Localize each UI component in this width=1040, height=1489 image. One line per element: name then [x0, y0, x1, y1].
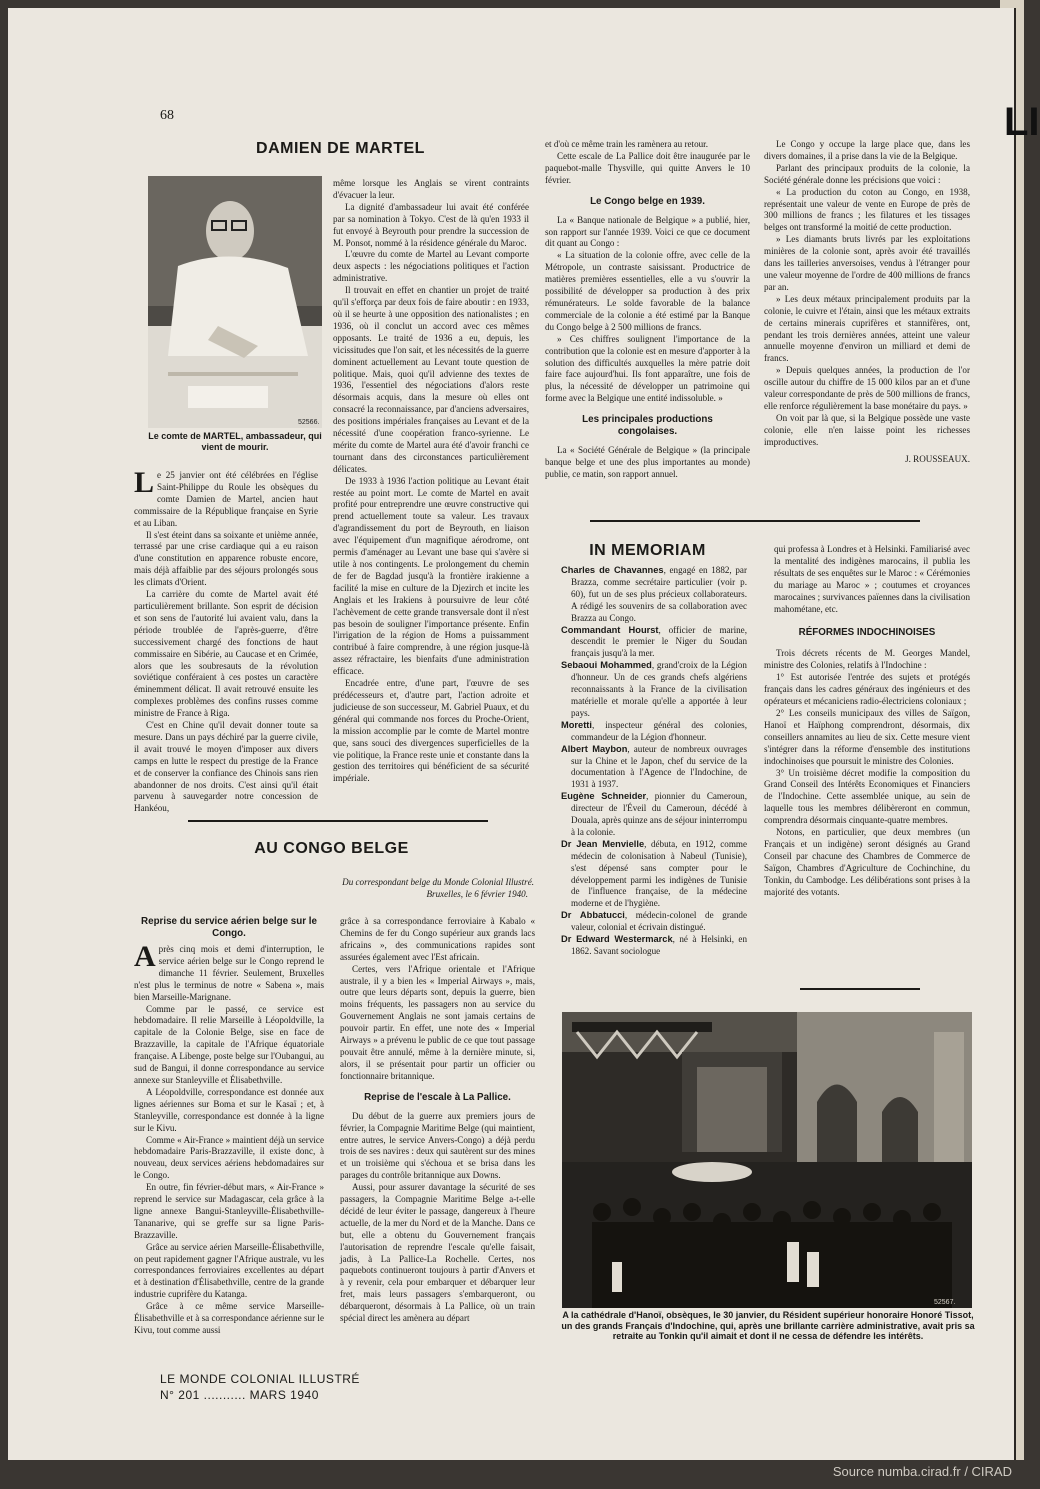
paragraph: Certes, vers l'Afrique orientale et l'Afrique australe, il y a bien les « Imperial Airways », mais, outre que leurs départs sont, depuis la guerre, bien moins fréquents, les passagers non au service du Gouvernement Anglais ne sont jamais certains de pouvoir partir. En effet, une note des « Imperial Airways » a prévenu le public de ce que tout passage pouvait être annulé, même à la dernière minute, si, alors, il se présentait pour partir un officier ou fonctionnaire britannique. [340, 963, 535, 1081]
paragraph: Il s'est éteint dans sa soixante et unième année, terrassé par une crise cardiaque qui a eu raison d'une constitution en apparence robuste encore, mais déjà affaiblie par des séjours prolongés sous les climats d'Orient. [134, 529, 318, 588]
memoriam-entry: Dr Abbatucci, médecin-colonel de grande valeur, colonial et écrivain distingué. [561, 910, 748, 933]
paragraph: « La production du coton au Congo, en 1938, représentait une valeur de vente en Europe de près de 300 millions de francs ; les filatures et les tissages belges ont transformé la moitié de cette production. [764, 186, 970, 233]
section-divider [188, 820, 488, 822]
congo-production-column [764, 139, 970, 465]
subhead-reprise-service: Reprise du service aérien belge sur le Congo. [141, 916, 317, 939]
page-number: 68 [160, 108, 174, 123]
congo-title: AU CONGO BELGE [254, 840, 409, 857]
paragraph: 3° Un troisième décret modifie la composition du Grand Conseil des Intérêts Economiques et Financiers de l'Indochine. Cette assemblée unique, au sein de laquelle tous les membres délibèreront en commun, comprendra désormais cinquante-quatre membres. [764, 767, 970, 826]
congo-column-1 [134, 940, 324, 1337]
section-divider [800, 988, 920, 990]
paragraph: Le Congo y occupe la large place que, dans les divers domaines, il a prise dans la vie de la Belgique. [764, 139, 970, 161]
paragraph: qui professa à Londres et à Helsinki. Familiarisé avec la mentalité des indigènes marocains, il publia les résultats de ses enquêtes sur le Maroc : « Cérémonies du mariage au Maroc » ; coutumes et croyances marocaines ; survivances païennes dans la civilisation mahométane, etc. [774, 544, 970, 614]
paragraph: C'est en Chine qu'il devait donner toute sa mesure. Dans un pays déchiré par la guerre civile, il avait trouvé le moyen d'imposer aux divers camps en lutte le respect du prestige de la France et de conserver la confiance des Chinois sans rien abandonner de nos droits. C'est ainsi qu'il était parvenu à sauvegarder notre concession de Hankéou, [134, 720, 318, 814]
memoriam-title: IN MEMORIAM [589, 542, 706, 559]
paragraph: Parlant des principaux produits de la colonie, la Société générale donne les précisions que voici : [764, 162, 970, 185]
paragraph: La dignité d'ambassadeur lui avait été conférée par sa nomination à Tokyo. C'est de là qu'en 1933 il fut envoyé à Beyrouth pour prendre la succession de M. Ponsot, nommé à la résidence générale du Maroc. [333, 201, 529, 248]
paragraph: grâce à sa correspondance ferroviaire à Kabalo « Chemins de fer du Congo supérieur aux grands lacs africains », des communications rapides sont assurées également avec l'Est africain. [340, 916, 535, 962]
drop-cap: L [134, 466, 155, 499]
subhead-pallice: Reprise de l'escale à La Pallice. [364, 1091, 511, 1103]
paragraph: Grâce à ce même service Marseille-Élisabethville et à sa correspondance aérienne sur le Kivu, tout comme aussi [134, 1301, 324, 1335]
footer-issue: N° 201 ........... MARS 1940 [160, 1388, 319, 1402]
paragraph: Trois décrets récents de M. Georges Mandel, ministre des Colonies, relatifs à l'Indochine : [764, 648, 970, 671]
martel-photo-caption: Le comte de MARTEL, ambassadeur, qui vient de mourir. [148, 431, 322, 452]
congo-column-2 [340, 916, 535, 1325]
reformes-title: RÉFORMES INDOCHINOISES [798, 627, 936, 639]
paragraph: Grâce au service aérien Marseille-Élisabethville, on peut rapidement gagner l'Afrique australe, vu les correspondances ferroviaires excellentes au départ et à destination d'Élisabethville, centre de la grande industrie cuprifère du Katanga. [134, 1241, 324, 1300]
paragraph: La carrière du comte de Martel avait été particulièrement brillante. Son esprit de décision et son sens de l'autorité lui avaient valu, dans la période troublée de l'après-guerre, d'être successivement chargé des fonctions de haut commissaire en Sibérie, au Caucase et en Crimée, alors que les soubresauts de la révolution soviétique conféraient à ces postes un caractère éminemment délicat. Il avait retrouvé ensuite les complexes problèmes des confins russes comme ministre de France à Riga. [134, 589, 318, 719]
subhead-productions: Les principales productions congolaises. [582, 414, 713, 438]
paragraph: A Léopoldville, correspondance est donnée aux lignes aériennes sur Boma et sur le Kasaï ; et, à Stanleyville, correspondance est donnée à la ligne sur le Kivu. [134, 1086, 324, 1133]
drop-cap: A [134, 940, 156, 973]
memoriam-entry: Charles de Chavannes, engagé en 1882, par Brazza, comme secrétaire particulier (voir p. 60), fut un de ses plus précieux collaborateurs. A rédigé les souvenirs de sa collaboration avec Brazza au Congo. [561, 565, 747, 623]
paragraph: » Les deux métaux principalement produits par la colonie, le cuivre et l'étain, ainsi que les métaux extraits de certains minerais cuprifères et stannifères, ont, pendant les trois dernières années, atteint une valeur annuelle moyenne d'environ un milliard et demi de francs. [764, 293, 970, 364]
hanoi-cathedral-photo [562, 1012, 972, 1308]
hanoi-photo-number: 52567. [934, 1299, 956, 1306]
paragraph: » Les diamants bruts livrés par les exploitations minières de la colonie sont, après avoir été travaillés dans les tailleries anversoises, vendus à l'étranger pour une valeur moyenne de l'ordre de 400 millions de francs par an. [764, 234, 970, 292]
paragraph: On voit par là que, si la Belgique possède une vaste colonie, elle n'en laisse point les richesses improductives. [764, 412, 970, 447]
paragraph: » Depuis quelques années, la production de l'or oscille autour du chiffre de 15 000 kilos par an et d'une valeur correspondante de près de 500 millions de francs, elle renforce régulièrement la base monétaire du pays. » [764, 365, 970, 411]
paragraph: « La situation de la colonie offre, avec celle de la Métropole, un contraste saisissant. Productrice de matières premières essentielles, elle a vu s'ouvrir la possibilité de développer sa production à des prix rémunérateurs. Le solde favorable de la balance commerciale de la colonie a été estimé par la Banque du Congo belge à 2 500 millions de francs. [545, 250, 750, 332]
paragraph: » Ces chiffres soulignent l'importance de la contribution que la colonie est en mesure d'apporter à la solution des difficultés auxquelles la mère patrie doit faire face aujourd'hui. Ils font apparaître, une fois de plus, la nécessité de développer un patrimoine qui forme avec la Belgique une entité indissoluble. » [545, 333, 750, 404]
paragraph: Il trouvait en effet en chantier un projet de traité qu'il s'efforça par deux fois de faire aboutir : en 1933, où il se heurte à une opposition des nationalistes ; en 1936, où il conclut un accord avec ces mêmes opposants. Le traité de 1936 a eu, depuis, les vicissitudes que l'on sait, et les nécessités de la guerre dominent actuellement au Levant toute question de politique. Mais, quoi qu'il advienne des textes de 1936, l'essentiel des négociations d'alors reste désormais acquis, dans la mesure où elles ont consacré la reconnaissance, par d'anciens adversaires, des positions impériales françaises au Levant et de la nécessité d'une coopération franco-syrienne. Le mérite du comte de Martel aura été d'avoir franchi ce tournant dans des circonstances particulièrement délicates. [333, 285, 529, 474]
paragraph: et d'où ce même train les ramènera au retour. [545, 139, 708, 149]
memoriam-entry: Sebaoui Mohammed, grand'croix de la Légion d'honneur. Un de ces grands chefs algériens reconnaissants à la France de la civilisation matérielle et morale qu'elle a apportée à leur pays. [561, 660, 747, 718]
author-signature: J. ROUSSEAUX. [905, 453, 970, 464]
dateline: Bruxelles, le 6 février 1940. [426, 888, 528, 899]
paragraph: près cinq mois et demi d'interruption, le service aérien belge sur le Congo reprend le dimanche 11 février. Seulement, Bruxelles n'est plus le terminus de notre « Sabena », mais bien Marseille-Marignane. [134, 944, 324, 1002]
paragraph: même lorsque les Anglais se virent contraints d'évacuer la leur. [333, 178, 529, 200]
paragraph: Comme par le passé, ce service est hebdomadaire. Il relie Marseille à Léopoldville, la capitale de la Colonie Belge, sise en face de Brazzaville, la capitale de l'Afrique équatoriale française. A Libenge, poste belge sur l'Oubangui, au sud de Bangui, il donne correspondance au service annexe sur Stanleyville et Élisabethville. [134, 1003, 324, 1085]
memoriam-continuation [764, 544, 970, 898]
paragraph: 1° Est autorisée l'entrée des sujets et protégés français dans les cadres généraux des ingénieurs et des opérateurs et mécaniciens radio-électriciens coloniaux ; [764, 672, 970, 707]
martel-portrait-photo [148, 176, 322, 428]
paragraph: Aussi, pour assurer davantage la sécurité de ses passagers, la Compagnie Maritime Belge a-t-elle décidé de leur éviter le passage, dangereux à l'heure actuelle, de la mer du Nord et de la Manche. Dans ce but, elle a obtenu du Gouvernement français l'autorisation de reprendre l'escale qu'elle faisait, jadis, à La Pallice-La Rochelle. Certes, nos paquebots continueront toujours à partir d'Anvers et à y revenir, cela pour embarquer et débarquer leur fret, mais leurs passagers s'embarqueront, ou débarqueront, désormais à La Pallice, où un train spécial direct les amènera au départ [340, 1182, 535, 1324]
paragraph: En outre, fin février-début mars, « Air-France » reprend le service sur Madagascar, cela grâce à la ligne annexe Bangui-Stanleyville-Élisabethville-Tananarive, qui se greffe sur sa ligne Paris-Brazzaville. [134, 1182, 324, 1240]
congo-byline [134, 877, 534, 901]
subhead-congo-1939: Le Congo belge en 1939. [590, 195, 705, 207]
paragraph: L'œuvre du comte de Martel au Levant comporte deux aspects : les négociations politiques et l'action administrative. [333, 249, 529, 284]
source-credit: Source numba.cirad.fr / CIRAD [832, 1464, 1012, 1479]
memoriam-entry: Eugène Schneider, pionnier du Cameroun, directeur de l'Éveil du Cameroun, décédé à Douala, après quinze ans de séjour ininterrompu à la colonie. [561, 791, 748, 837]
section-divider [590, 520, 920, 522]
paragraph: Du début de la guerre aux premiers jours de février, la Compagnie Maritime Belge (qui maintient, entre autres, le service Anvers-Congo) a déjà perdu trois de ses navires : deux qui sautèrent sur des mines et un troisième qui s'échoua et se brisa dans les parages du contrôle britannique aux Downs. [340, 1110, 535, 1181]
paragraph: 2° Les conseils municipaux des villes de Saïgon, Hanoï et Haïphong comprendront, désormais, dix conseillers annamites au lieu de six. Cette mesure vient s'intégrer dans la réforme d'ensemble des institutions indochinoises que poursuit le ministre des Colonies. [764, 707, 970, 766]
paragraph: Encadrée entre, d'une part, l'œuvre de ses prédécesseurs et, d'autre part, l'action adroite et judicieuse de son successeur, M. Gabriel Puaux, et du général qui commande nos forces du Proche-Orient, la mission accomplie par le comte de Martel montre que, sans souci des divergences superficielles de la vie politique, la France reste unie et constante dans la gestion des territoires qui bénéficient de sa sécurité impériale. [333, 678, 529, 784]
paragraph: De 1933 à 1936 l'action politique au Levant était restée au point mort. Le comte de Martel en avait profité pour entreprendre une œuvre constructive qui prend actuellement toute sa valeur. Les travaux d'agrandissement du port de Beyrouth, en liaison avec l'équipement d'un magnifique aérodrome, ont permis d'aménager au Levant une base qui s'avère si utile à nos contingents. Le prolongement du chemin de fer de Bagdad jusqu'à la frontière irakienne a facilité la mise en culture de la Djezirch et incite les Anglais et les Irakiens à poursuivre de leur côté l'achèvement de cette grande transversale dont il n'est pas besoin de souligner l'importance présente. Enfin l'irrigation de la région de Homs a puissamment contribué à faire comprendre, à une région jusque-là assez réfractaire, les bienfaits d'une administration efficace. [333, 475, 529, 677]
paragraph: Notons, en particulier, que deux membres (un Français et un indigène) seront désignés au Grand Conseil par chacune des Chambres de Commerce de Saïgon, Chambres d'Agriculture de Cochinchine, du Tonkin, du Cambodge. Les délibérations sont prises à la majorité des votants. [764, 827, 970, 897]
paragraph: e 25 janvier ont été célébrées en l'église Saint-Philippe du Roule les obsèques du comte Damien de Martel, ancien haut commissaire de la République française en Syrie et au Liban. [134, 470, 318, 528]
martel-title: DAMIEN DE MARTEL [256, 140, 425, 157]
memoriam-entry: Dr Jean Menvielle, débuta, en 1912, comme médecin de colonisation à Nabeul (Tunisie), s'est dépensé sans compter pour le développement parmi les indigènes de Tunisie de l'influence française, de la médecine moderne et de l'hygiène. [561, 838, 747, 909]
memoriam-entry: Dr Edward Westermarck, né à Helsinki, en 1862. Savant sociologue [561, 934, 747, 956]
byline: Du correspondant belge du Monde Colonial Illustré. [342, 877, 534, 887]
paragraph: La « Société Générale de Belgique » (la principale banque belge et une des plus importantes au monde) publie, ce matin, son rapport annuel. [545, 445, 750, 479]
memoriam-entry: Commandant Hourst, officier de marine, descendit le premier le Niger du Soudan français jusqu'à la mer. [561, 624, 747, 659]
paragraph: Comme « Air-France » maintient déjà un service hebdomadaire Paris-Brazzaville, il existe donc, à nouveau, deux services aériens hebdomadaires sur le Congo. [134, 1134, 324, 1181]
hanoi-photo-caption: A la cathédrale d'Hanoï, obsèques, le 30 janvier, du Résident supérieur honoraire Honoré Tissot, un des grands Français d'Indochine, qui, après une brillante carrière administrative, avait pris sa retraite au Tonkin qu'il aimait et dont il ne cessa de défendre les intérêts. [561, 1310, 975, 1341]
paragraph: La « Banque nationale de Belgique » a publié, hier, son rapport sur l'année 1939. Voici ce que ce document dit quant au Congo : [545, 214, 750, 249]
memoriam-entry: Moretti, inspecteur général des colonies, commandeur de la Légion d'honneur. [561, 719, 747, 742]
memoriam-entry: Albert Maybon, auteur de nombreux ouvrages sur la Chine et le Japon, chef du service de la documentation à l'Agence de l'Indochine, de 1931 à 1937. [561, 743, 747, 790]
memoriam-list [561, 565, 747, 958]
next-page-header-fragment: LI [1004, 100, 1040, 144]
footer-magazine-title: LE MONDE COLONIAL ILLUSTRÉ [160, 1372, 360, 1386]
paragraph: Cette escale de La Pallice doit être inaugurée par le paquebot-malle Thysville, qui quitte Anvers le 10 février. [545, 150, 750, 185]
congo-continuation-column [545, 139, 750, 481]
martel-column-1 [134, 466, 318, 815]
martel-column-2 [333, 178, 529, 785]
martel-photo-number: 52566. [298, 419, 320, 426]
